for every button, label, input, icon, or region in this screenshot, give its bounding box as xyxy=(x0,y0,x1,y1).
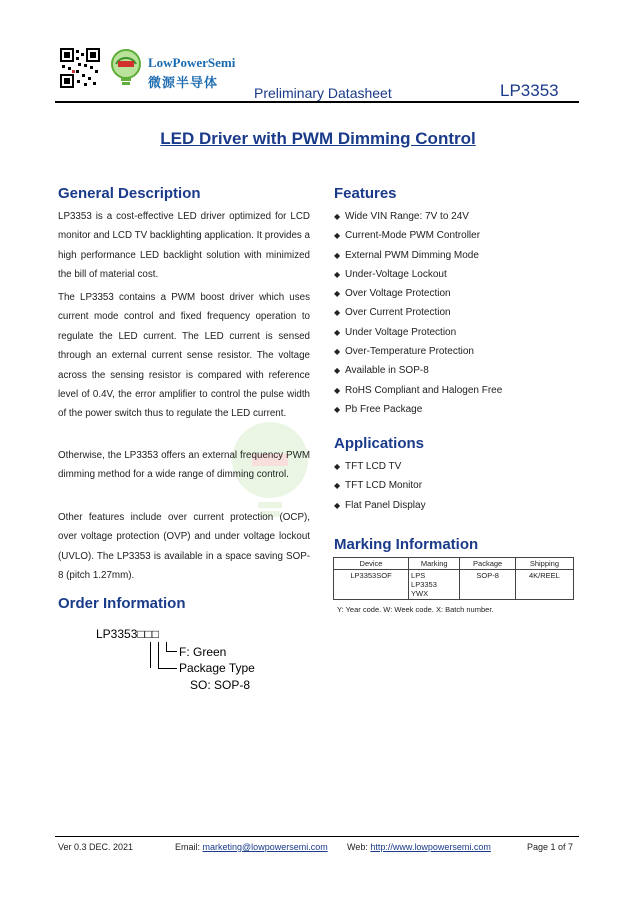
logo-text-cn: 微源半导体 xyxy=(148,76,219,91)
order-line-package-type: Package Type xyxy=(179,661,255,675)
applications-heading: Applications xyxy=(334,435,425,452)
diamond-bullet-icon: ◆ xyxy=(334,462,341,471)
cell-marking: LPS LP3353 YWX xyxy=(409,570,460,600)
footer-web: Web: http://www.lowpowersemi.com xyxy=(347,842,491,852)
cell-package: SOP-8 xyxy=(460,570,515,600)
diamond-bullet-icon: ◆ xyxy=(334,289,341,299)
marking-note: Y: Year code. W: Week code. X: Batch number. xyxy=(337,605,494,614)
footer-email: Email: marketing@lowpowersemi.com xyxy=(175,842,328,852)
features-list xyxy=(334,207,502,419)
diamond-bullet-icon: ◆ xyxy=(334,327,341,337)
list-item: ◆ Available in SOP-8 xyxy=(334,361,502,380)
order-part-code: LP3353□□□ xyxy=(96,627,160,641)
diamond-bullet-icon: ◆ xyxy=(334,308,341,318)
table-header-row xyxy=(334,558,574,570)
order-bracket-3 xyxy=(150,642,177,668)
list-item: ◆ Flat Panel Display xyxy=(334,496,426,515)
column-header-package: Package xyxy=(460,558,515,570)
order-information-heading: Order Information xyxy=(58,595,186,612)
diamond-bullet-icon: ◆ xyxy=(334,231,341,241)
marking-table xyxy=(333,557,574,600)
general-description-heading: General Description xyxy=(58,185,201,202)
marking-information-heading: Marking Information xyxy=(334,536,479,553)
list-item: ◆ Over Current Protection xyxy=(334,303,502,322)
table-row xyxy=(334,570,574,600)
cell-shipping: 4K/REEL xyxy=(515,570,573,600)
general-paragraph-4: Other features include over current protection (OCP), over voltage protection (OVP) and under voltage lockout (UVLO). The LP3353 is available in a space saving SOP-8 (pitch 1.27mm). xyxy=(58,512,310,582)
diamond-bullet-icon: ◆ xyxy=(334,347,341,357)
list-item: ◆ Over-Temperature Protection xyxy=(334,342,502,361)
diamond-bullet-icon: ◆ xyxy=(334,250,341,260)
diamond-bullet-icon: ◆ xyxy=(334,366,341,376)
list-item: ◆ Under Voltage Protection xyxy=(334,323,502,342)
list-item: ◆ TFT LCD Monitor xyxy=(334,476,426,495)
header-divider xyxy=(55,101,579,103)
header-subtitle: Preliminary Datasheet xyxy=(254,85,392,101)
diamond-bullet-icon: ◆ xyxy=(334,500,341,510)
list-item: ◆ Wide V​IN Range: 7V to 24V xyxy=(334,207,502,226)
diamond-bullet-icon: ◆ xyxy=(334,404,341,414)
diamond-bullet-icon: ◆ xyxy=(334,212,341,221)
list-item: ◆ Under-Voltage Lockout xyxy=(334,265,502,284)
footer-divider xyxy=(55,836,579,837)
document-title: LED Driver with PWM Dimming Control xyxy=(160,129,476,148)
column-header-marking: Marking xyxy=(409,558,460,570)
web-link[interactable]: http://www.lowpowersemi.com xyxy=(370,842,491,852)
general-paragraph-2: The LP3353 contains a PWM boost driver which uses current mode control and fixed frequency operation to regulate the LED current. The LED current is sensed through an external current sense resistor. The voltage across the sensing resistor is compared with reference level of 0.4V, the error amplifier to control the pulse width of the power switch thus to regulate the LED current. xyxy=(58,292,310,420)
footer-page-number: Page 1 of 7 xyxy=(527,842,574,852)
column-header-device: Device xyxy=(334,558,409,570)
email-link[interactable]: marketing@lowpowersemi.com xyxy=(202,842,328,852)
diamond-bullet-icon: ◆ xyxy=(334,481,341,491)
column-header-shipping: Shipping xyxy=(515,558,573,570)
order-line-green: F: Green xyxy=(179,645,227,659)
diamond-bullet-icon: ◆ xyxy=(334,269,341,279)
list-item: ◆ RoHS Compliant and Halogen Free xyxy=(334,381,502,400)
footer-version: Ver 0.3 DEC. 2021 xyxy=(58,842,134,852)
list-item: ◆ TFT LCD TV xyxy=(334,457,426,476)
list-item: ◆ Pb Free Package xyxy=(334,400,502,419)
features-heading: Features xyxy=(334,185,397,202)
list-item: ◆ Current-Mode PWM Controller xyxy=(334,226,502,245)
header-part-number: LP3353 xyxy=(500,81,559,100)
general-paragraph-3: Otherwise, the LP3353 offers an external frequency PWM dimming method for a wide range of dimming control. xyxy=(58,450,310,481)
list-item: ◆ External PWM Dimming Mode xyxy=(334,246,502,265)
qr-code-icon xyxy=(60,48,100,88)
company-logo-icon xyxy=(106,48,146,88)
applications-list xyxy=(334,457,426,515)
cell-device: LP3353SOF xyxy=(334,570,409,600)
order-line-sop8: SO: SOP-8 xyxy=(190,678,251,692)
logo-text-en: LowPowerSemi xyxy=(148,55,236,70)
general-paragraph-1: LP3353 is a cost-effective LED driver optimized for LCD monitor and LCD TV backlighting application. It provides a high performance LED backlight solution with minimized the bill of material cost. xyxy=(58,211,310,281)
diamond-bullet-icon: ◆ xyxy=(334,385,341,395)
list-item: ◆ Over Voltage Protection xyxy=(334,284,502,303)
